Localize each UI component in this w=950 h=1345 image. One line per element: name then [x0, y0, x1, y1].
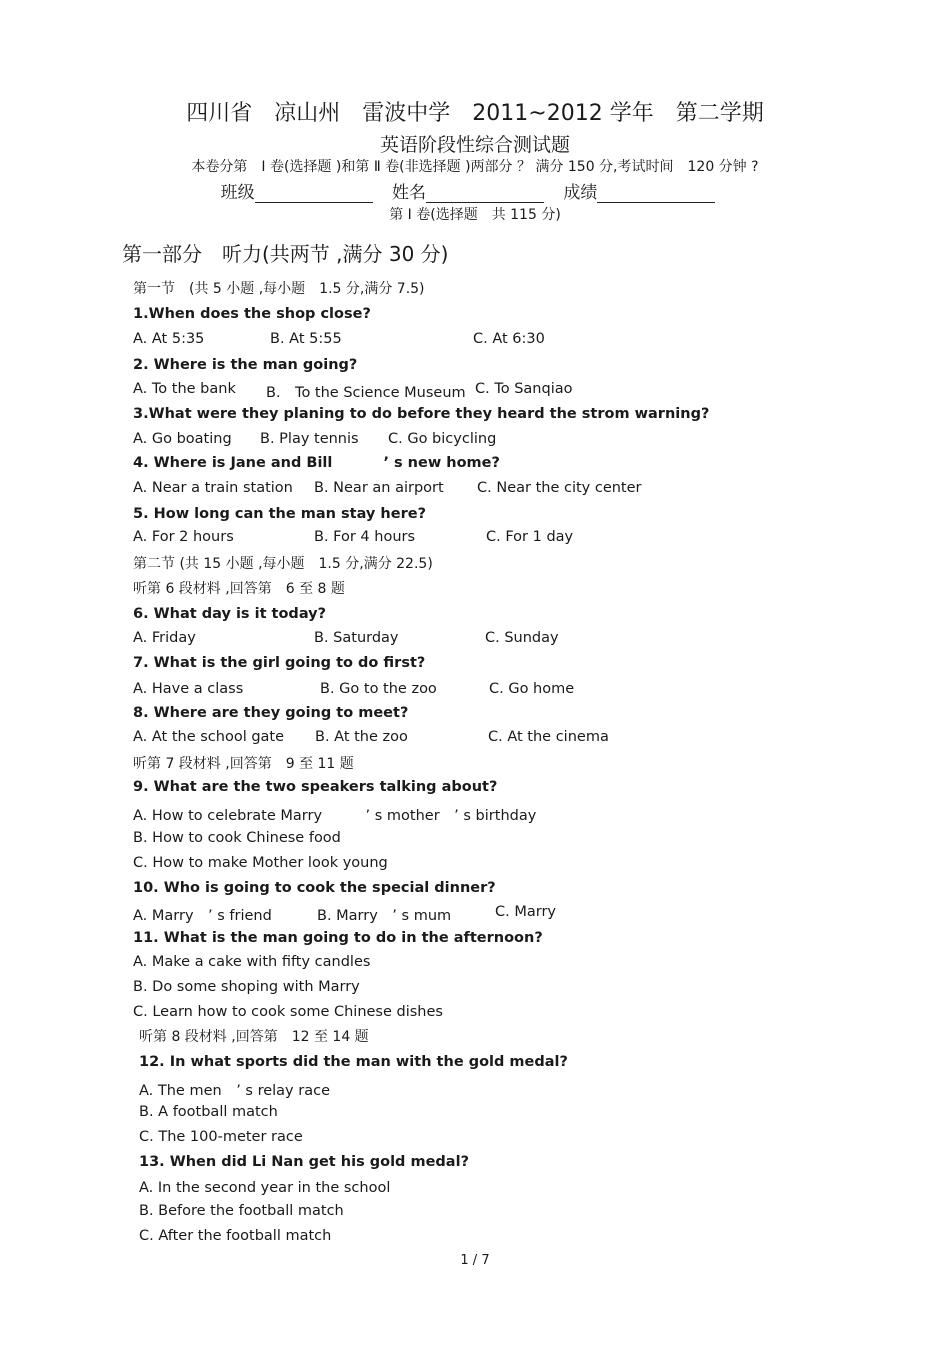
- q11-option-a: A. Make a cake with fifty candles: [133, 954, 371, 970]
- q2-option-a: A. To the bank: [133, 381, 236, 397]
- question-1: 1.When does the shop close?: [133, 306, 371, 322]
- q1-option-c: C. At 6:30: [473, 331, 545, 347]
- score-label: 成绩: [563, 183, 598, 203]
- q2-option-c: C. To Sanqiao: [475, 381, 573, 397]
- question-4-tail: ’ s new home?: [383, 455, 500, 471]
- name-label: 姓名: [392, 183, 426, 203]
- exam-note: 本卷分第 Ⅰ 卷(选择题 )和第 Ⅱ 卷(非选择题 )两部分 ？ 满分 150 分,考试时间 120 分钟 ?: [191, 159, 759, 175]
- part1-heading: 第一部分 听力(共两节 ,满分 30 分): [122, 242, 449, 266]
- question-10: 10. Who is going to cook the special dinner?: [133, 880, 496, 896]
- q12-option-b: B. A football match: [139, 1104, 278, 1120]
- q6-option-a: A. Friday: [133, 630, 196, 646]
- document-subtitle: 英语阶段性综合测试题: [379, 134, 570, 156]
- section1-heading: 第一节 (共 5 小题 ,每小题 1.5 分,满分 7.5): [133, 281, 425, 297]
- q4-option-c: C. Near the city center: [477, 480, 642, 496]
- class-label: 班级: [220, 183, 255, 203]
- q12-option-c: C. The 100-meter race: [139, 1129, 303, 1145]
- q7-option-c: C. Go home: [489, 681, 575, 697]
- q13-option-a: A. In the second year in the school: [139, 1180, 391, 1196]
- q1-option-b: B. At 5:55: [270, 331, 342, 347]
- section2-heading: 第二节 (共 15 小题 ,每小题 1.5 分,满分 22.5): [133, 556, 433, 572]
- q4-option-b: B. Near an airport: [314, 480, 444, 496]
- group6-heading: 听第 6 段材料 ,回答第 6 至 8 题: [133, 581, 345, 597]
- page-number: 1 / 7: [460, 1253, 490, 1268]
- question-9: 9. What are the two speakers talking about?: [133, 779, 498, 795]
- question-6: 6. What day is it today?: [133, 606, 327, 622]
- question-2: 2. Where is the man going?: [133, 357, 358, 373]
- question-5: 5. How long can the man stay here?: [133, 506, 426, 522]
- q11-option-b: B. Do some shoping with Marry: [133, 979, 360, 995]
- name-blank: [426, 186, 544, 203]
- q8-option-c: C. At the cinema: [488, 729, 609, 745]
- q9-option-b: B. How to cook Chinese food: [133, 830, 341, 846]
- q5-option-b: B. For 4 hours: [314, 529, 416, 545]
- q11-option-c: C. Learn how to cook some Chinese dishes: [133, 1004, 443, 1020]
- q8-option-b: B. At the zoo: [315, 729, 408, 745]
- q13-option-c: C. After the football match: [139, 1228, 332, 1244]
- q8-option-a: A. At the school gate: [133, 729, 285, 745]
- question-3: 3.What were they planing to do before they heard the strom warning?: [133, 406, 710, 422]
- score-blank: [597, 186, 715, 203]
- question-4: [133, 455, 500, 471]
- document-title: 四川省 凉山州 雷波中学 2011~2012 学年 第二学期: [186, 101, 764, 126]
- q10-option-b: B. Marry ’ s mum: [317, 908, 452, 924]
- question-11: 11. What is the man going to do in the afternoon?: [133, 930, 543, 946]
- question-8: 8. Where are they going to meet?: [133, 705, 409, 721]
- group7-heading: 听第 7 段材料 ,回答第 9 至 11 题: [133, 756, 354, 772]
- group8-heading: 听第 8 段材料 ,回答第 12 至 14 题: [139, 1029, 369, 1045]
- q3-option-a: A. Go boating: [133, 431, 232, 447]
- q5-option-c: C. For 1 day: [486, 529, 574, 545]
- q10-option-a: A. Marry ’ s friend: [133, 908, 272, 924]
- question-7: 7. What is the girl going to do first?: [133, 655, 426, 671]
- question-13: 13. When did Li Nan get his gold medal?: [139, 1154, 469, 1170]
- q6-option-c: C. Sunday: [485, 630, 559, 646]
- q9-option-c: C. How to make Mother look young: [133, 855, 388, 871]
- q12-option-a: A. The men ’ s relay race: [139, 1083, 330, 1099]
- q3-option-c: C. Go bicycling: [388, 431, 497, 447]
- q10-option-c: C. Marry: [495, 904, 556, 920]
- question-12: 12. In what sports did the man with the gold medal?: [139, 1054, 568, 1070]
- q1-option-a: A. At 5:35: [133, 331, 205, 347]
- student-info-fields: [0, 178, 950, 203]
- q13-option-b: B. Before the football match: [139, 1203, 344, 1219]
- q7-option-b: B. Go to the zoo: [320, 681, 437, 697]
- class-blank: [255, 186, 373, 203]
- question-4-text: 4. Where is Jane and Bill: [133, 455, 333, 471]
- q9-option-a: A. How to celebrate Marry ’ s mother ’ s birthday: [133, 808, 537, 824]
- q3-option-b: B. Play tennis: [260, 431, 359, 447]
- q5-option-a: A. For 2 hours: [133, 529, 234, 545]
- q2-option-b: B. To the Science Museum: [266, 385, 466, 401]
- q7-option-a: A. Have a class: [133, 681, 244, 697]
- q4-option-a: A. Near a train station: [133, 480, 293, 496]
- volume-heading: 第 Ⅰ 卷(选择题 共 115 分): [389, 207, 561, 223]
- q6-option-b: B. Saturday: [314, 630, 399, 646]
